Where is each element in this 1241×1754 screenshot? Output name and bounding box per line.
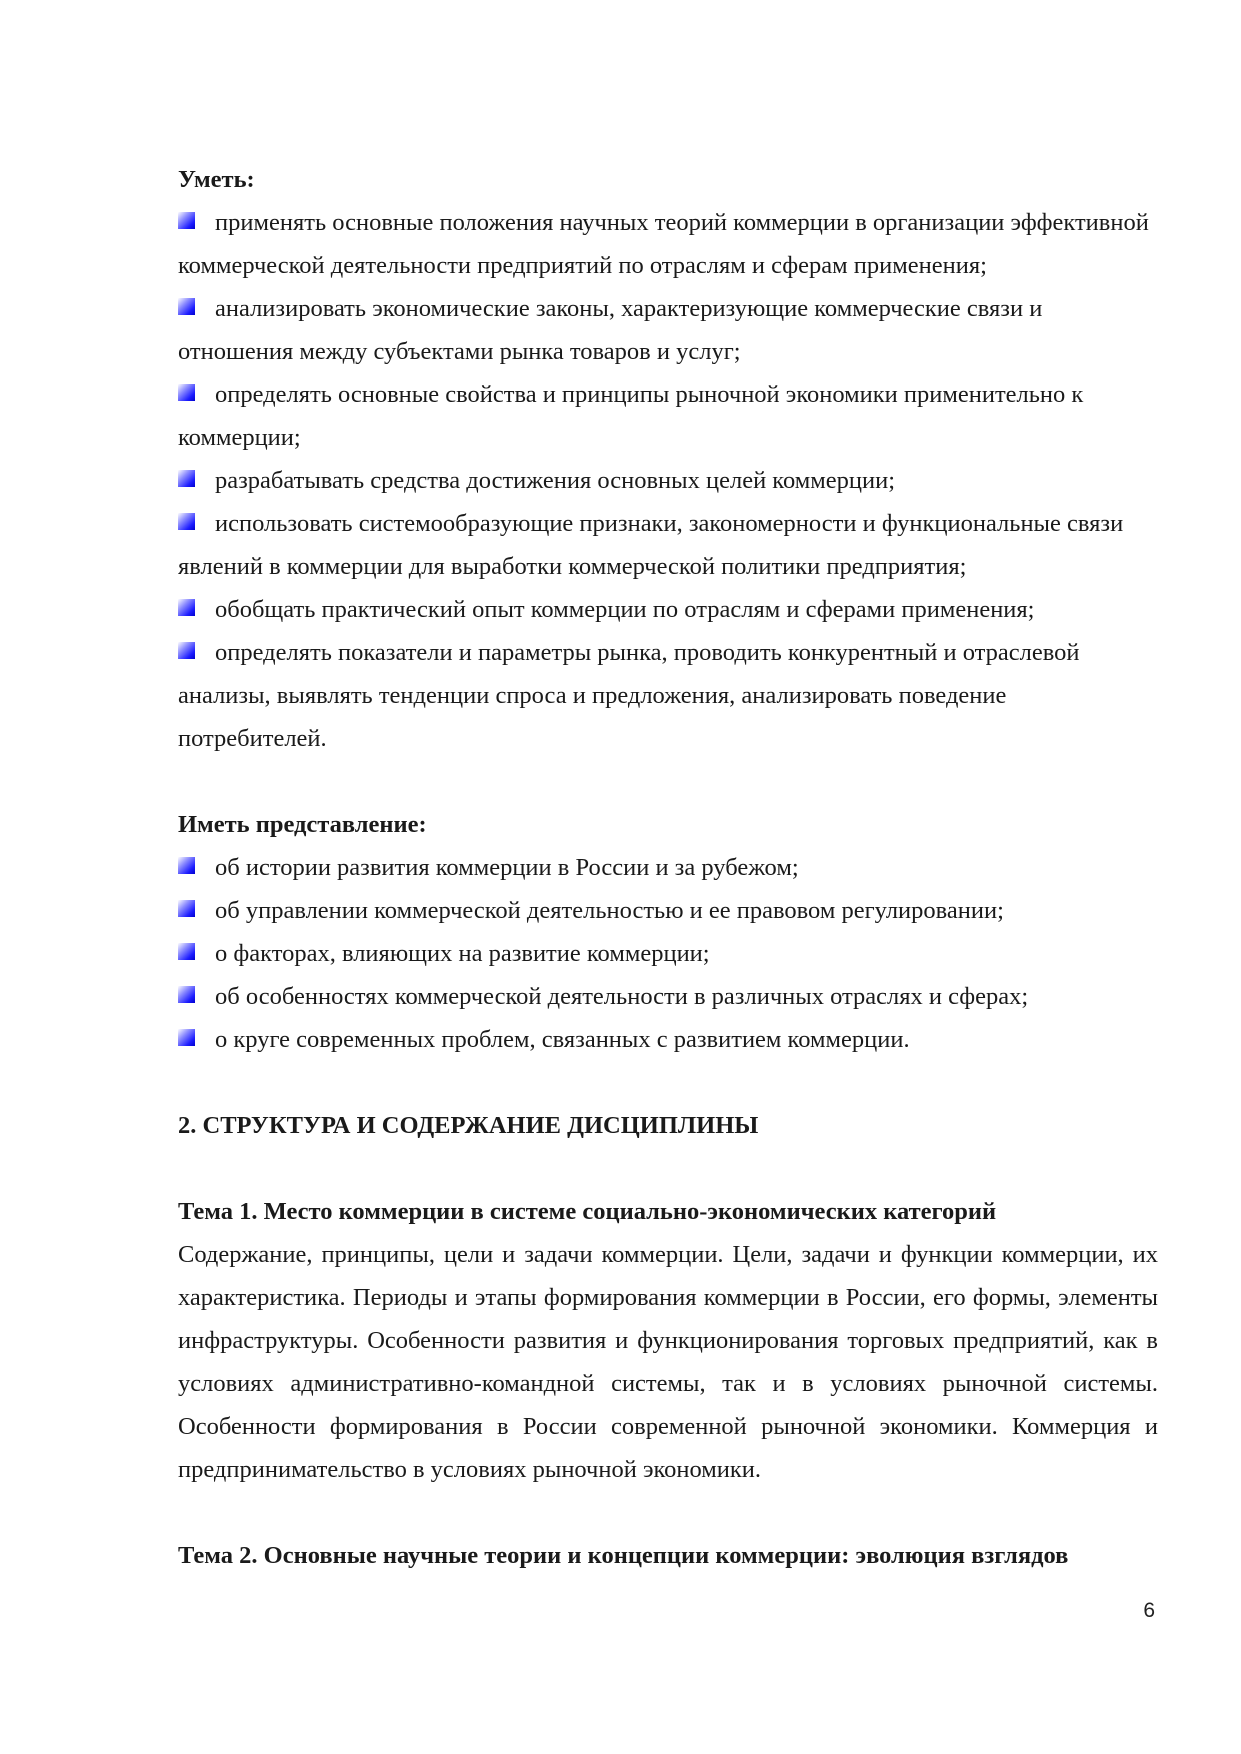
understanding-list <box>178 846 1158 1061</box>
list-item <box>178 201 1158 287</box>
list-item <box>178 459 1158 502</box>
square-bullet-icon <box>178 384 195 401</box>
spacer <box>178 1147 1158 1190</box>
document-content <box>178 158 1158 1577</box>
spacer <box>178 1061 1158 1104</box>
list-item-text: об истории развития коммерции в России и за рубежом; <box>215 854 799 881</box>
list-item <box>178 631 1158 760</box>
list-item-text: определять показатели и параметры рынка, проводить конкурентный и отраслевой анализы, выявлять тенденции спроса и предложения, анализировать поведение потребителей. <box>178 639 1080 752</box>
list-item <box>178 287 1158 373</box>
square-bullet-icon <box>178 212 195 229</box>
square-bullet-icon <box>178 298 195 315</box>
square-bullet-icon <box>178 857 195 874</box>
spacer <box>178 1491 1158 1534</box>
square-bullet-icon <box>178 470 195 487</box>
square-bullet-icon <box>178 986 195 1003</box>
square-bullet-icon <box>178 599 195 616</box>
topic-2-title: Тема 2. Основные научные теории и концепции коммерции: эволюция взглядов <box>178 1542 1069 1569</box>
list-item <box>178 889 1158 932</box>
square-bullet-icon <box>178 1029 195 1046</box>
list-item <box>178 846 1158 889</box>
ability-list <box>178 201 1158 760</box>
list-item-text: определять основные свойства и принципы рыночной экономики применительно к коммерции; <box>178 381 1084 451</box>
understanding-heading: Иметь представление: <box>178 811 427 838</box>
list-item <box>178 502 1158 588</box>
topic-1-title: Тема 1. Место коммерции в системе социально-экономических категорий <box>178 1198 997 1225</box>
list-item-text: о факторах, влияющих на развитие коммерции; <box>215 940 710 967</box>
list-item-text: использовать системообразующие признаки, закономерности и функциональные связи явлений в коммерции для выработки коммерческой политики предприятия; <box>178 510 1124 580</box>
spacer <box>178 760 1158 803</box>
topic-1-body: Содержание, принципы, цели и задачи коммерции. Цели, задачи и функции коммерции, их характеристика. Периоды и этапы формирования коммерции в России, его формы, элементы инфраструктуры. Особенности развития и функционирования торговых предприятий, как в условиях административно-командной системы, так и в условиях рыночной системы. Особенности формирования в России современной рыночной экономики. Коммерция и предпринимательство в условиях рыночной экономики. <box>178 1241 1158 1483</box>
list-item-text: о круге современных проблем, связанных с развитием коммерции. <box>215 1026 910 1053</box>
ability-heading: Уметь: <box>178 166 255 193</box>
list-item-text: обобщать практический опыт коммерции по отраслям и сферами применения; <box>215 596 1035 623</box>
list-item <box>178 1018 1158 1061</box>
square-bullet-icon <box>178 642 195 659</box>
list-item <box>178 975 1158 1018</box>
square-bullet-icon <box>178 900 195 917</box>
list-item-text: об особенностях коммерческой деятельности в различных отраслях и сферах; <box>215 983 1029 1010</box>
list-item <box>178 373 1158 459</box>
list-item-text: анализировать экономические законы, характеризующие коммерческие связи и отношения между субъектами рынка товаров и услуг; <box>178 295 1043 365</box>
list-item <box>178 932 1158 975</box>
chapter-title: 2. СТРУКТУРА И СОДЕРЖАНИЕ ДИСЦИПЛИНЫ <box>178 1112 759 1139</box>
square-bullet-icon <box>178 943 195 960</box>
list-item-text: разрабатывать средства достижения основных целей коммерции; <box>215 467 896 494</box>
square-bullet-icon <box>178 513 195 530</box>
list-item-text: об управлении коммерческой деятельностью и ее правовом регулировании; <box>215 897 1004 924</box>
list-item-text: применять основные положения научных теорий коммерции в организации эффективной коммерческой деятельности предприятий по отраслям и сферам применения; <box>178 209 1149 279</box>
list-item <box>178 588 1158 631</box>
page-number: 6 <box>1143 1599 1155 1622</box>
